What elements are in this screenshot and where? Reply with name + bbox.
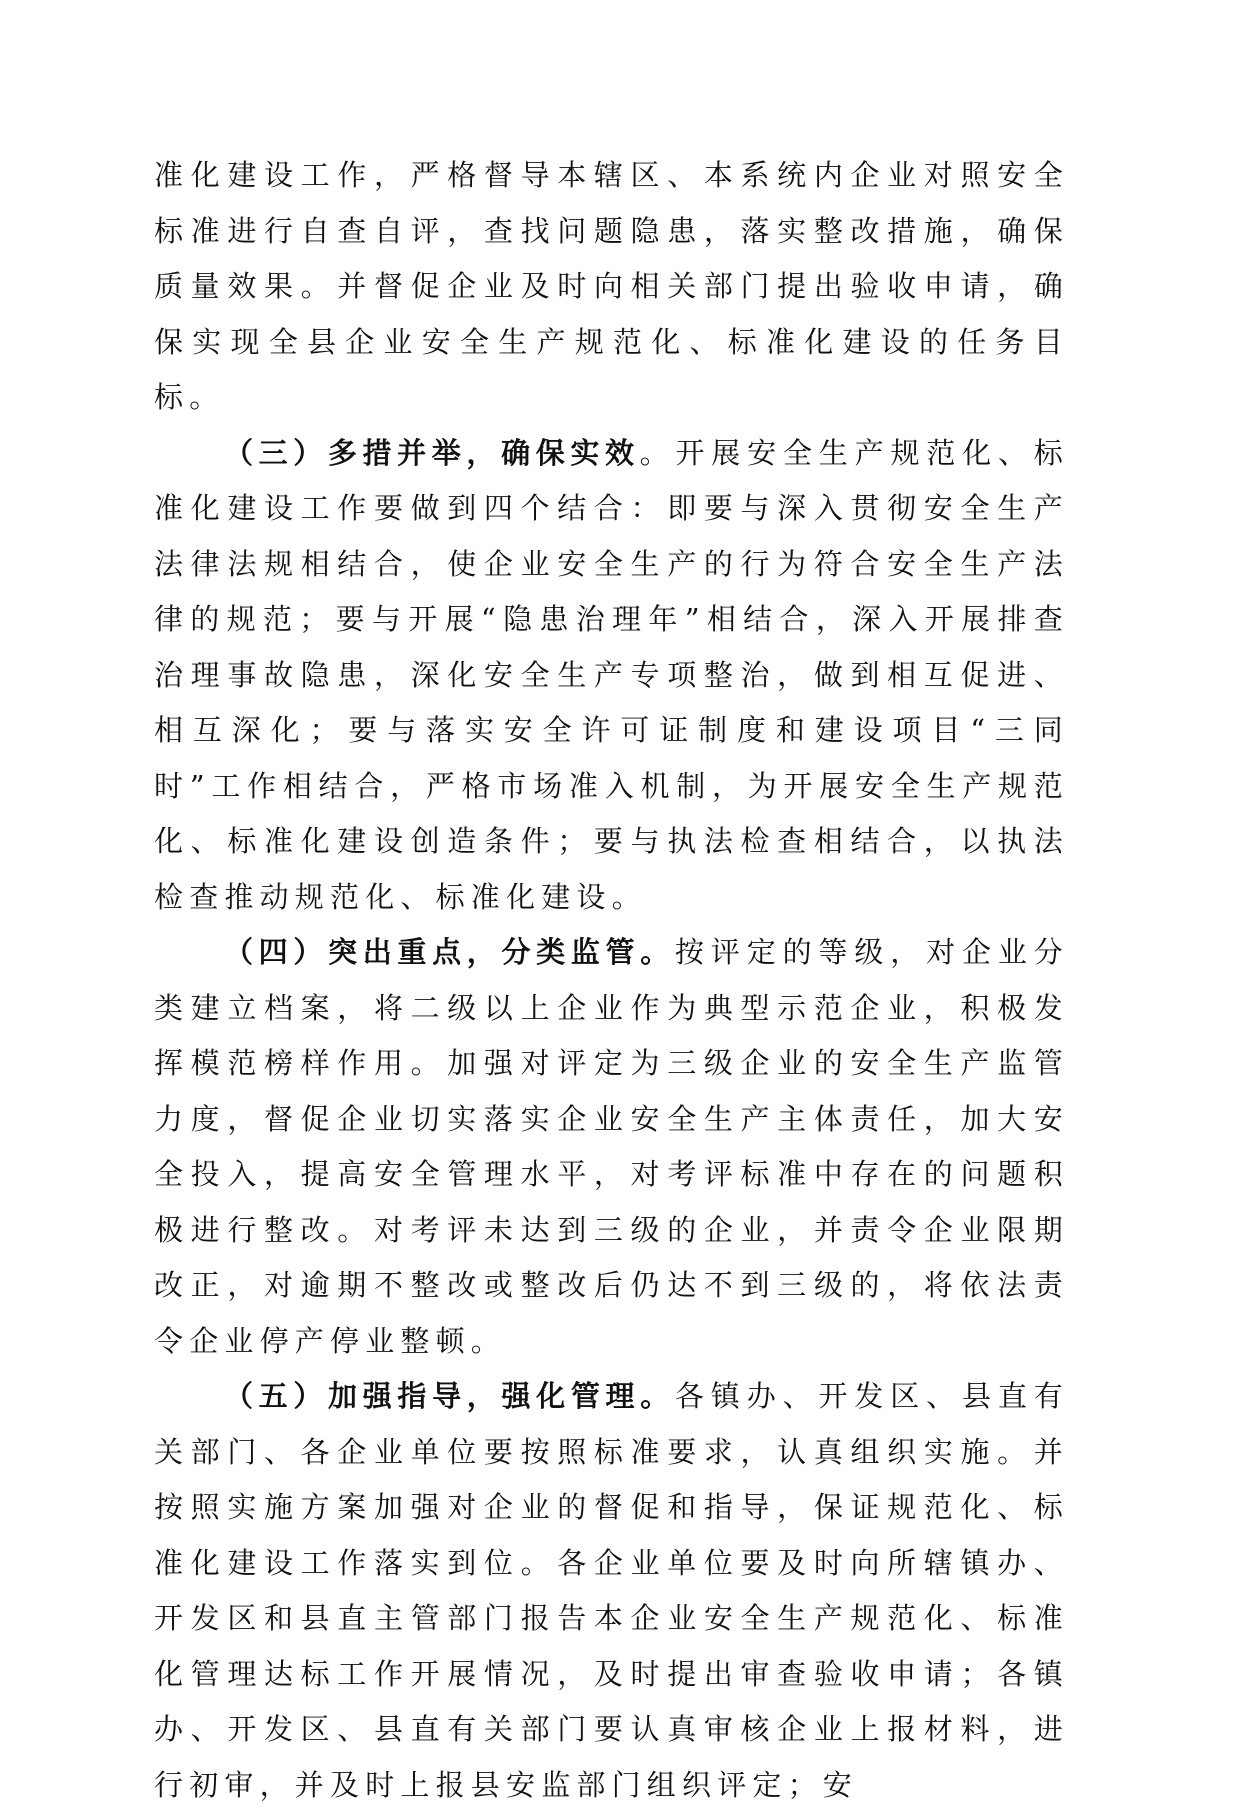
- paragraph-text: 各镇办、开发区、县直有关部门、各企业单位要按照标准要求，认真组织实施。并按照实施方案加强对企业的督促和指导，保证规范化、标准化建设工作落实到位。各企业单位要及时向所辖镇办、开发区和县直主管部门报告本企业安全生产规范化、标准化管理达标工作开展情况，及时提出审查验收申请；各镇办、开发区、县直有关部门要认真审核企业上报材料，进行初审，并及时上报县安监部门组织评定；安: [154, 1379, 1069, 1802]
- paragraph-section-3: [154, 426, 1069, 926]
- paragraph-text: 准化建设工作，严格督导本辖区、本系统内企业对照安全标准进行自查自评，查找问题隐患，落实整改措施，确保质量效果。并督促企业及时向相关部门提出验收申请，确保实现全县企业安全生产规范化、标准化建设的任务目标。: [154, 158, 1069, 414]
- paragraph-continuation: [154, 148, 1069, 426]
- paragraph-section-5: [154, 1369, 1069, 1813]
- paragraph-section-4: [154, 925, 1069, 1369]
- section-heading-5: （五）加强指导，强化管理。: [224, 1379, 675, 1413]
- paragraph-text: 按评定的等级，对企业分类建立档案，将二级以上企业作为典型示范企业，积极发挥模范榜样作用。加强对评定为三级企业的安全生产监管力度，督促企业切实落实企业安全生产主体责任，加大安全投入，提高安全管理水平，对考评标准中存在的问题积极进行整改。对考评未达到三级的企业，并责令企业限期改正，对逾期不整改或整改后仍达不到三级的，将依法责令企业停产停业整顿。: [154, 935, 1069, 1358]
- section-heading-3: （三）多措并举，确保实效: [224, 435, 640, 470]
- paragraph-text: 。开展安全生产规范化、标准化建设工作要做到四个结合：即要与深入贯彻安全生产法律法规相结合，使企业安全生产的行为符合安全生产法律的规范；要与开展“隐患治理年”相结合，深入开展排查治理事故隐患，深化安全生产专项整治，做到相互促进、相互深化；要与落实安全许可证制度和建设项目“三同时”工作相结合，严格市场准入机制，为开展安全生产规范化、标准化建设创造条件；要与执法检查相结合，以执法检查推动规范化、标准化建设。: [154, 435, 1069, 914]
- section-heading-4: （四）突出重点，分类监管。: [224, 935, 675, 969]
- document-body: [154, 148, 1069, 1813]
